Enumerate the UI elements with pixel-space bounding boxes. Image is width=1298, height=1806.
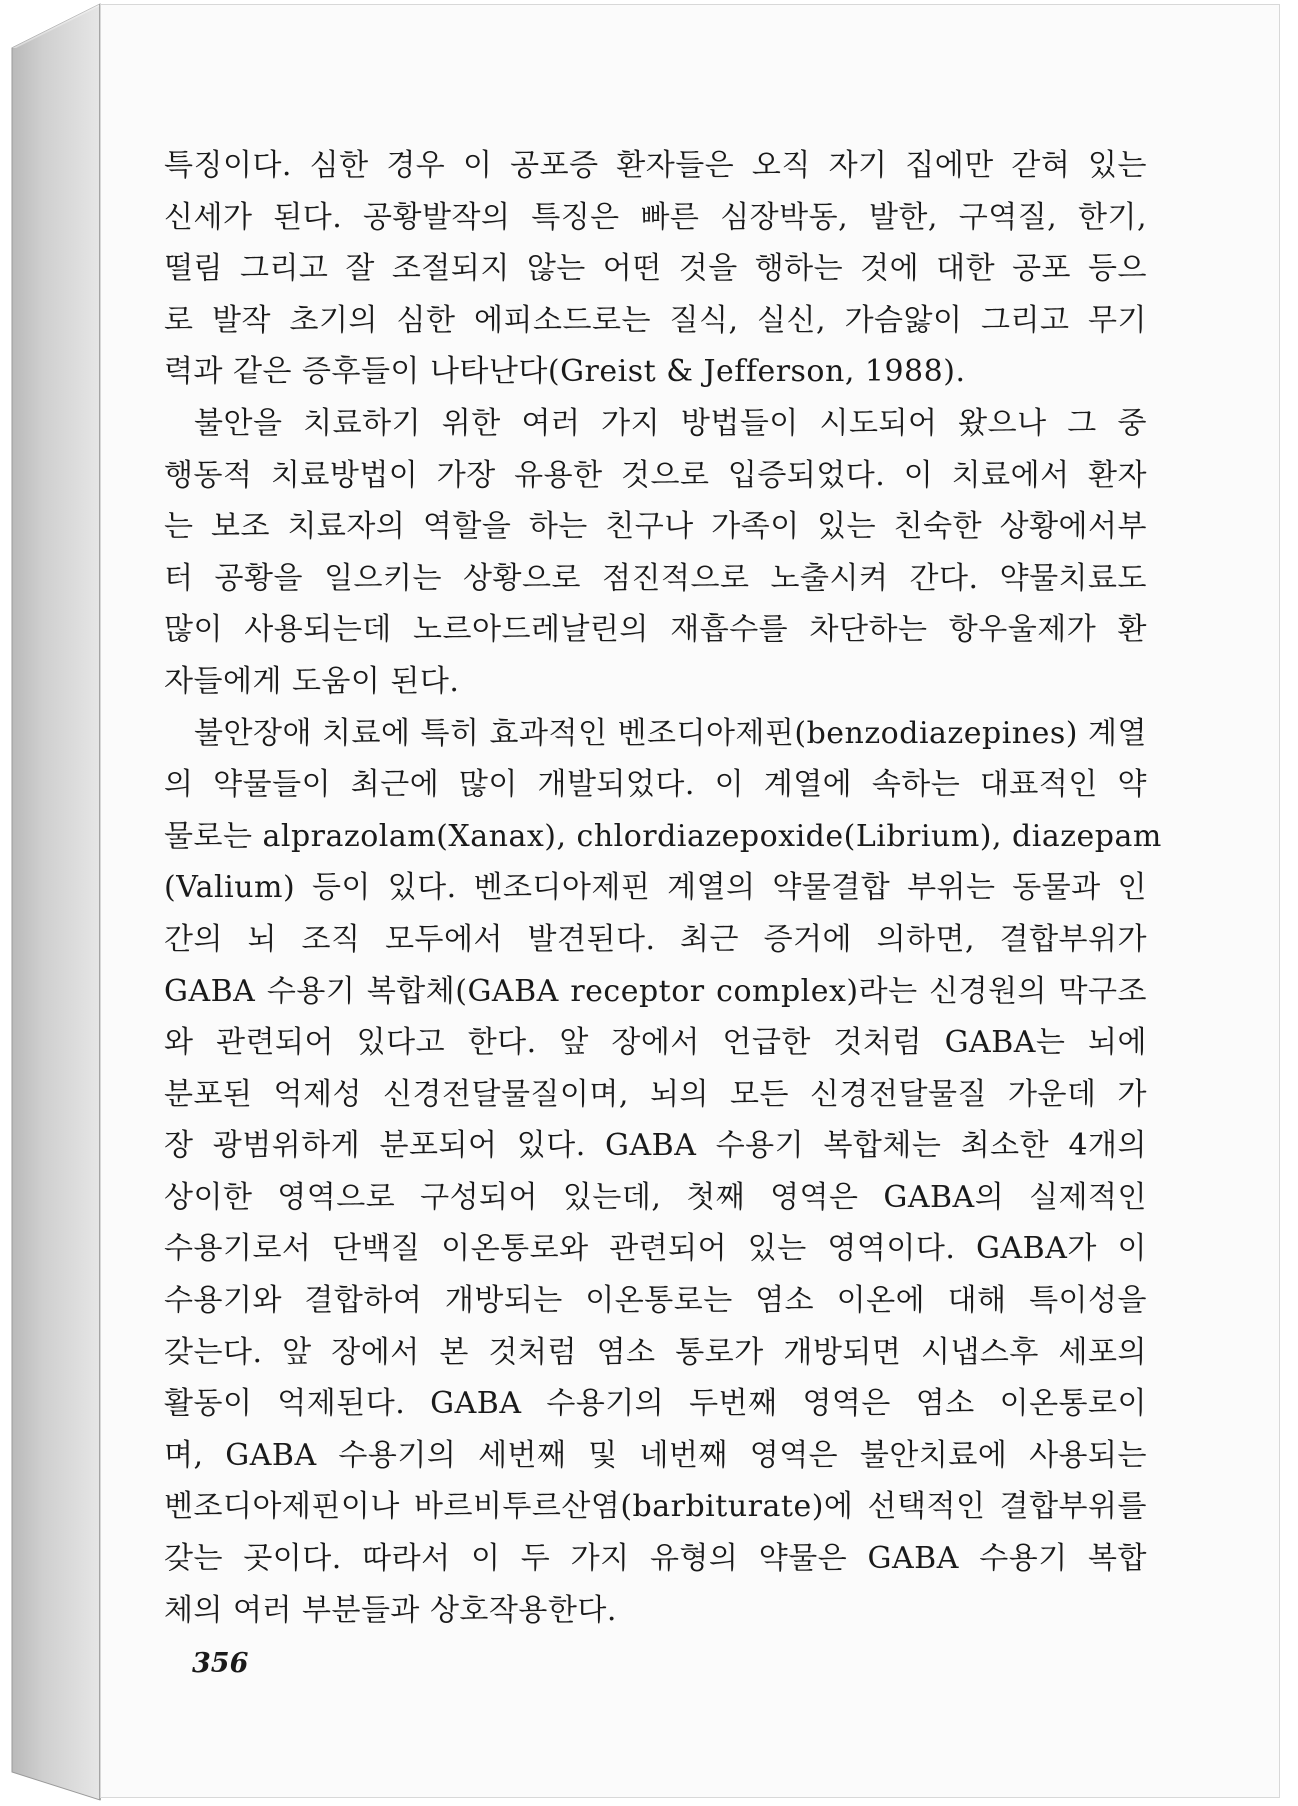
text-line: 수용기와 결합하여 개방되는 이온통로는 염소 이온에 대해 특이성을	[164, 1283, 1147, 1319]
text-line: 수용기로서 단백질 이온통로와 관련되어 있는 영역이다. GABA가 이	[164, 1231, 1147, 1267]
text-line: 와 관련되어 있다고 한다. 앞 장에서 언급한 것처럼 GABA는 뇌에	[164, 1025, 1147, 1061]
text-line: 간의 뇌 조직 모두에서 발견된다. 최근 증거에 의하면, 결합부위가	[164, 921, 1147, 957]
text-line: 로 발작 초기의 심한 에피소드로는 질식, 실신, 가슴앓이 그리고 무기	[164, 302, 1147, 338]
text-line: 력과 같은 증후들이 나타난다(Greist & Jefferson, 1988).	[164, 354, 966, 390]
page-number: 356	[192, 1648, 249, 1679]
body-text	[164, 140, 1162, 1636]
text-line: 상이한 영역으로 구성되어 있는데, 첫째 영역은 GABA의 실제적인	[164, 1179, 1147, 1215]
text-line: 벤조디아제핀이나 바르비투르산염(barbiturate)에 선택적인 결합부위를	[164, 1489, 1147, 1525]
text-line: 분포된 억제성 신경전달물질이며, 뇌의 모든 신경전달물질 가운데 가	[164, 1076, 1147, 1112]
text-line: (Valium) 등이 있다. 벤조디아제핀 계열의 약물결합 부위는 동물과 인	[164, 870, 1147, 906]
text-line: 장 광범위하게 분포되어 있다. GABA 수용기 복합체는 최소한 4개의	[164, 1128, 1147, 1164]
text-line: 특징이다. 심한 경우 이 공포증 환자들은 오직 자기 집에만 갇혀 있는	[164, 148, 1147, 183]
text-line: 떨림 그리고 잘 조절되지 않는 어떤 것을 행하는 것에 대한 공포 등으	[164, 251, 1147, 287]
text-line: 많이 사용되는데 노르아드레날린의 재흡수를 차단하는 항우울제가 환	[164, 612, 1147, 648]
text-line: 터 공황을 일으키는 상황으로 점진적으로 노출시켜 간다. 약물치료도	[164, 560, 1147, 596]
text-line: 신세가 된다. 공황발작의 특징은 빠른 심장박동, 발한, 구역질, 한기,	[164, 199, 1147, 235]
spine-side	[12, 4, 100, 1800]
text-line: 체의 여러 부분들과 상호작용한다.	[164, 1592, 617, 1628]
text-line: 갖는다. 앞 장에서 본 것처럼 염소 통로가 개방되면 시냅스후 세포의	[164, 1334, 1147, 1370]
text-line: 며, GABA 수용기의 세번째 및 네번째 영역은 불안치료에 사용되는	[164, 1437, 1147, 1473]
text-line: 활동이 억제된다. GABA 수용기의 두번째 영역은 염소 이온통로이	[164, 1386, 1147, 1422]
text-line: 는 보조 치료자의 역할을 하는 친구나 가족이 있는 친숙한 상황에서부	[164, 509, 1147, 545]
text-line: 물로는 alprazolam(Xanax), chlordiazepoxide(Librium), diazepam	[164, 818, 1162, 854]
text-line: 불안장애 치료에 특히 효과적인 벤조디아제핀(benzodiazepines) 계열	[194, 715, 1147, 751]
text-line: GABA 수용기 복합체(GABA receptor complex)라는 신경원의 막구조	[164, 973, 1147, 1009]
text-line: 불안을 치료하기 위한 여러 가지 방법들이 시도되어 왔으나 그 중	[194, 405, 1147, 441]
text-line: 갖는 곳이다. 따라서 이 두 가지 유형의 약물은 GABA 수용기 복합	[164, 1541, 1147, 1577]
text-line: 행동적 치료방법이 가장 유용한 것으로 입증되었다. 이 치료에서 환자	[164, 457, 1147, 493]
text-line: 자들에게 도움이 된다.	[164, 663, 460, 699]
text-line: 의 약물들이 최근에 많이 개발되었다. 이 계열에 속하는 대표적인 약	[164, 767, 1147, 803]
